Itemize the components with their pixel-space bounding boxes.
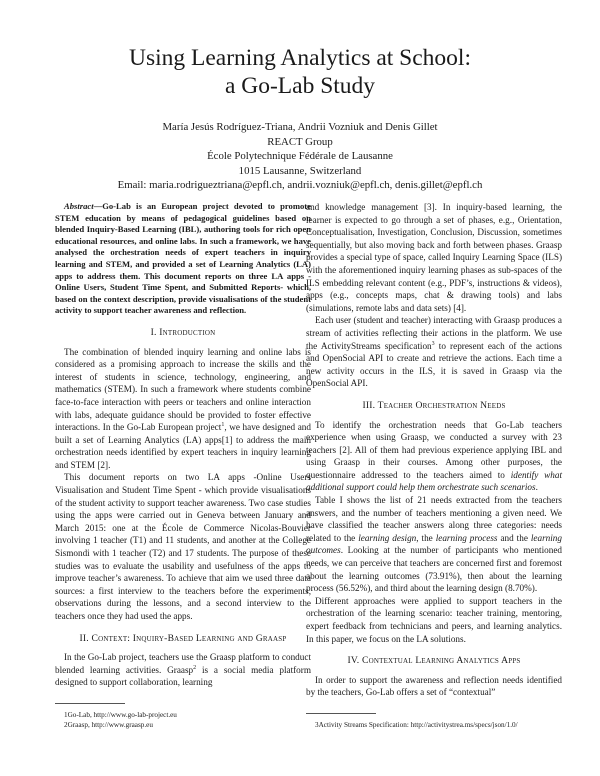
author-emails: Email: maria.rodrigueztriana@epfl.ch, andrii.vozniuk@epfl.ch, denis.gillet@epfl.ch [117, 179, 483, 192]
paragraph: The combination of blended inquiry learning and online labs is considered as a promising approach to increase the skills and the interest of students in science, technology, engineering, and mathematics (STEM). In such a framework where students combine face-to-face interaction with peers or teachers and online interaction with labs, adequate guidance should be provided to foster effective interactions. In the Go-Lab European project$^1$, we have designed and built a set of Learning Analytics (LA) apps[1] to address the main orchestration needs identified by expert teachers in inquiry learning and STEM [2]. [55, 346, 311, 470]
section-heading-context: II. Context: Inquiry-Based Learning and Graasp [79, 632, 287, 644]
footnote-rule [306, 713, 376, 714]
abstract [55, 201, 311, 317]
paragraph: and knowledge management [3]. In inquiry-based learning, the learner is expected to go through a set of phases, e.g., Orientation, Conceptualisation, Investigation, Conclusion, Discussion, sometimes sequentially, but also moving back and forth between phases. Graasp provides a special type of space, called Inquiry Learning Space (ILS) with the aforementioned inquiry learning phases as sub-spaces of the ILS embedding relevant content (e.g., PDF’s, instructions & videos), apps (e.g., concepts maps, chat & drawing tools) and labs (simulations, remote labs and data sets) [4]. [306, 202, 562, 313]
footnote-marker: 2 [193, 664, 197, 671]
title-line-2: a Go-Lab Study [224, 73, 376, 99]
affiliation-group: REACT Group [267, 135, 333, 148]
footnote: 2Graasp, http://www.graasp.eu [64, 720, 153, 729]
paragraph: This document reports on two LA apps -Online Users Visualisation and Student Time Spent - which provide visualisations of the student activity to support teacher awareness. Two case studies using the apps were carried out in Geneva between January and March 2015: one at the École de Commerce Nicolas-Bouvier involving 1 teacher (T1) and 11 students, and another at the College Sismondi with 1 teacher (T2) and 17 students. The purpose of these studies was to evaluate the usability and usefulness of the apps to improve teacher’s awareness. To achieve that aim we used three data sources: a first interview to the teachers before the experiments, observations during the lessons, and a second interview to the teachers once they had used the apps. [55, 472, 311, 621]
footnote: 1Go-Lab, http://www.go-lab-project.eu [64, 710, 177, 719]
author-block [0, 120, 600, 193]
right-column [306, 201, 562, 730]
paragraph: Table I shows the list of 21 needs extracted from the teachers answers, and the number of teachers mentioning a given need. We have classified the teacher answers along three categories: needs related to the learning design, the learning process and the learning outcomes. Looking at the number of participants who mentioned needs, we can perceive that teachers are concerned first and foremost about the learning outcomes (73.91%), then about the learning process (56.52%), and third about the learning design (8.70%). [306, 495, 562, 594]
author-names: María Jesús Rodríguez-Triana, Andrii Vozniuk and Denis Gillet [162, 121, 438, 133]
footnote-marker: 1 [221, 422, 225, 429]
abstract-label: Abstract [64, 201, 94, 211]
paragraph: Each user (student and teacher) interacting with Graasp produces a stream of activities reflecting their actions in the platform. We use the ActivityStreams specification$^3$ to represent each of the actions and OpenSocial API to create and retrieve the actions. Each time a new activity occurs in the ILS, it is saved in Graasp via the OpenSocial API. [306, 315, 562, 389]
title-line-1: Using Learning Analytics at School: [128, 45, 471, 71]
paragraph: In the Go-Lab project, teachers use the Graasp platform to conduct blended learning activities. Graasp$^2$ is a social media platform designed to support collaboration, learning [55, 652, 311, 688]
section-heading-introduction: I. Introduction [150, 326, 216, 338]
footnote: 3Activity Streams Specification: http://activitystrea.ms/specs/json/1.0/ [315, 720, 518, 729]
left-column [55, 201, 311, 730]
abstract-text: —Go-Lab is an European project devoted to promote STEM education by means of pedagogical guidelines based on blended Inquiry-Based Learning (IBL), authoring tools for rich open educational resources, and online labs. In such a framework, we have analysed the orchestration needs of expert teachers in inquiry learning and STEM, and provided a set of Learning Analytics (LA) apps to address them. This document reports on three LA apps -Online Users, Student Time Spent, and Submitted Reports- which, based on the context description, provide visualisations of the student activity to support teacher awareness and reflection. [55, 201, 311, 316]
affiliation-institution: École Polytechnique Fédérale de Lausanne [207, 150, 393, 163]
paper-title [0, 44, 600, 100]
section-heading-apps: IV. Contextual Learning Analytics Apps [347, 655, 521, 667]
paragraph: To identify the orchestration needs that Go-Lab teachers experience when using Graasp, we conducted a survey with 23 teachers [2]. All of them had previous experience applying IBL and using Graasp in their courses. Among other purposes, the questionnaire addressed to the teachers aimed to identify what additional support could help them orchestrate such scenarios. [306, 419, 563, 493]
section-heading-needs: III. Teacher Orchestration Needs [362, 399, 506, 411]
footnote-rule [55, 703, 125, 704]
paragraph: In order to support the awareness and reflection needs identified by the teachers, Go-Lab offers a set of “contextual” [306, 674, 562, 698]
footnote-marker: 3 [431, 340, 435, 347]
paragraph: Different approaches were applied to support teachers in the orchestration of the learning scenario: teacher training, mentoring, expert feedback from technicians and peers, and learning analytics. In this paper, we focus on the LA solutions. [306, 595, 562, 644]
affiliation-address: 1015 Lausanne, Switzerland [238, 164, 362, 177]
